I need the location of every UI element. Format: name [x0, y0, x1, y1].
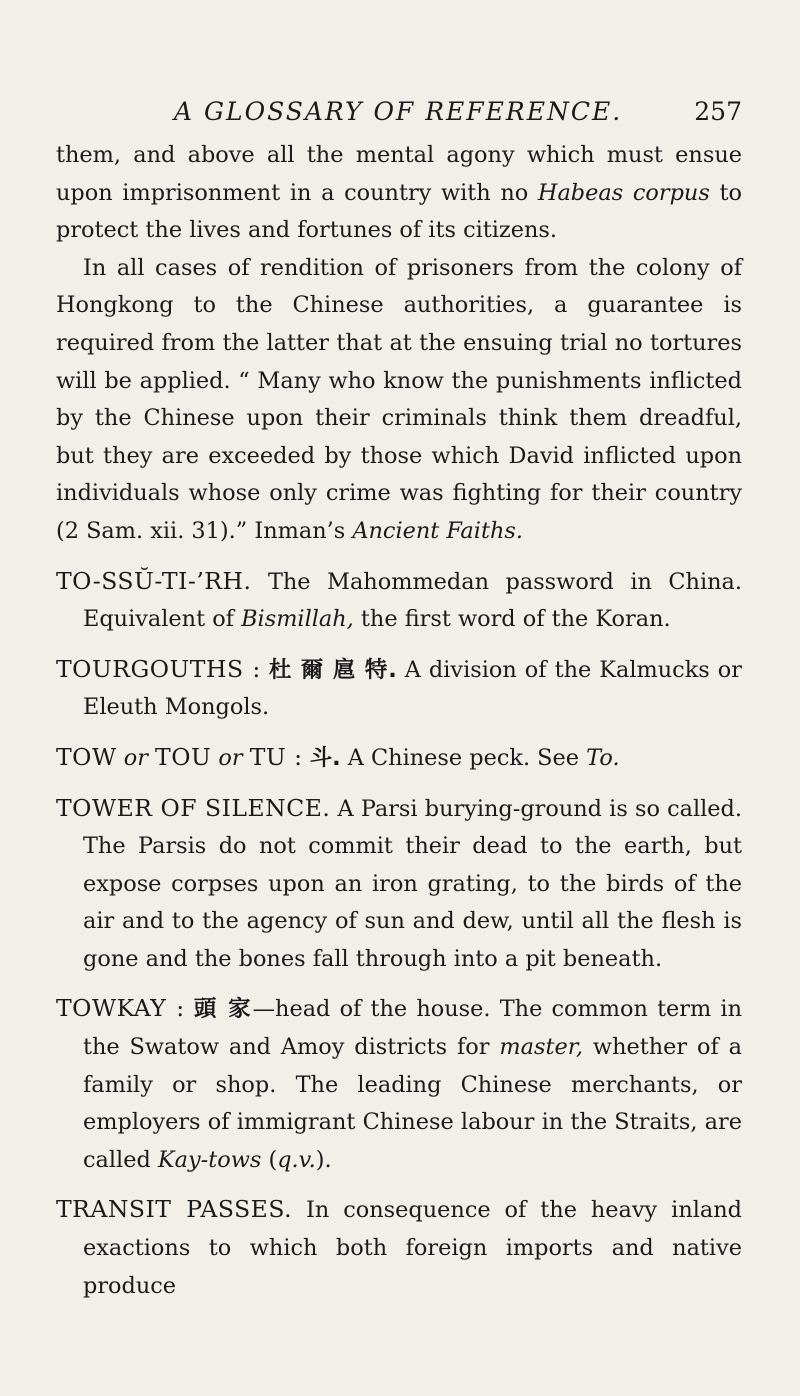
entry-towkay [56, 990, 742, 1179]
text-run: ). [315, 1146, 332, 1173]
text-run: to protect the lives and fortunes of its citizens. [56, 179, 742, 244]
page-body [56, 137, 742, 1305]
entry-transit-passes [56, 1191, 742, 1305]
italic-term: Habeas corpus [537, 179, 710, 206]
entry-headword: TOWKAY : [56, 994, 185, 1023]
entry-headword: TOWER OF SILENCE. [56, 793, 331, 822]
text-run: whether of a family or shop. The leading Chinese merchants, or employers of immigrant Chinese labour in the Straits, are called [83, 1034, 742, 1173]
paragraph-rendition [56, 250, 742, 551]
entry-headword: TO-SSŬ-TI-’RH. [56, 566, 252, 595]
running-title: A GLOSSARY OF REFERENCE. [174, 97, 623, 126]
entry-tower-of-silence [56, 790, 742, 979]
text-run: the first word of the Koran. [353, 606, 671, 633]
entry-to-ssu-ti-rh [56, 563, 742, 639]
entry-headword: TOURGOUTHS : [56, 654, 261, 683]
entry-tow [56, 739, 742, 778]
entry-headword-variant: TOU [155, 742, 212, 771]
text-run: A Chinese peck. See [340, 744, 587, 771]
chinese-characters: 杜 爾 扈 特. [268, 656, 397, 683]
text-run: A Parsi burying-ground is so called. The Parsis do not commit their dead to the earth, but expose corpses upon an iron grating, to the birds of the air and to the agency of sun and dew, until all the flesh is gone and the bones fall through into a pit beneath. [83, 795, 743, 972]
page-header [56, 97, 742, 137]
entry-headword: TRANSIT PASSES. [56, 1195, 293, 1224]
italic-or: or [116, 744, 156, 771]
text-run: ( [261, 1146, 278, 1173]
page-number: 257 [694, 97, 742, 126]
italic-or: or [211, 744, 250, 771]
chinese-characters: 斗. [309, 744, 341, 771]
italic-term: Bismillah, [241, 606, 354, 633]
text-run: The Mahommedan password in China. Equivalent of [83, 568, 742, 633]
italic-source: Ancient Faiths. [352, 517, 523, 544]
italic-term: master, [499, 1034, 584, 1061]
paragraph-continuation [56, 137, 742, 250]
cross-reference: Kay-tows [157, 1146, 262, 1173]
entry-headword-variant: TU : [249, 742, 303, 771]
cross-reference: To. [586, 744, 620, 771]
entry-headword: TOW [56, 742, 117, 771]
text-run: —head of the house. The common term in the Swatow and Amoy districts for [83, 996, 743, 1061]
entry-tourgouths [56, 651, 742, 727]
text-run: In consequence of the heavy inland exactions to which both foreign imports and native produce [83, 1197, 742, 1299]
chinese-characters: 頭 家 [193, 996, 253, 1023]
italic-qv: q.v. [277, 1146, 316, 1173]
text-run: them, and above all the mental agony which must ensue upon imprisonment in a country with no [56, 142, 742, 206]
text-run: In all cases of rendition of prisoners from the colony of Hongkong to the Chinese authorities, a guarantee is required from the latter that at the ensuing trial no tortures will be applied. “ Many who know the punishments inflicted by the Chinese upon their criminals think them dreadful, but they are exceeded by those which David inflicted upon individuals whose only crime was fighting for their country (2 Sam. xii. 31).” Inman’s [56, 254, 742, 544]
text-run: A division of the Kalmucks or Eleuth Mongols. [83, 656, 742, 721]
